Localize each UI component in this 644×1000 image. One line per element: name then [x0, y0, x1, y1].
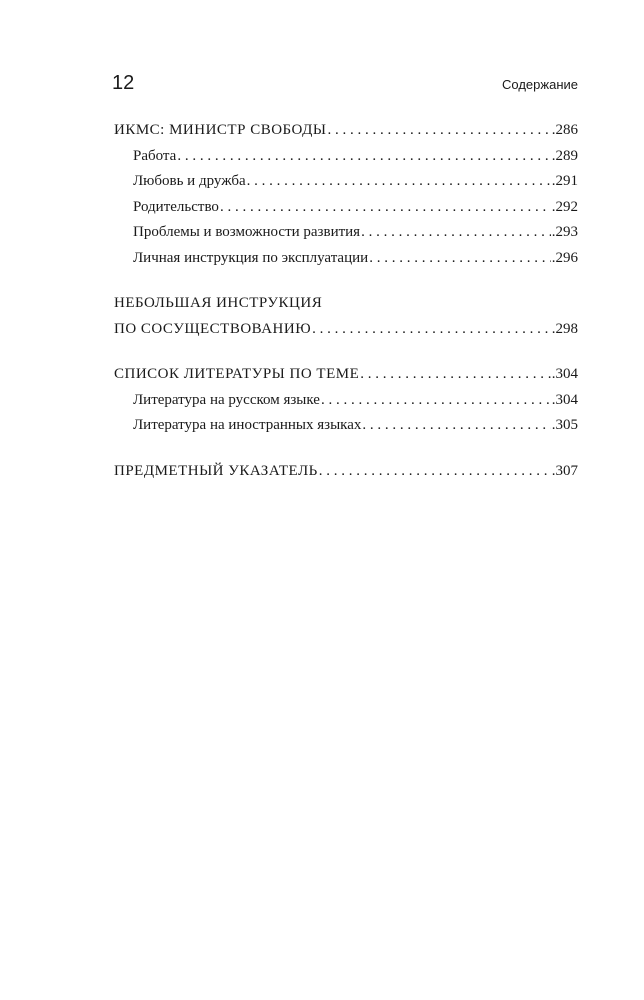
- toc-section-index[interactable]: [114, 459, 578, 485]
- spacer: [114, 271, 578, 291]
- leader-dots: [319, 459, 551, 485]
- leader-dots: [220, 195, 551, 221]
- table-of-contents: [114, 118, 578, 484]
- toc-item-title: Личная инструкция по эксплуатации: [133, 249, 369, 266]
- toc-item-title: Работа: [133, 147, 177, 164]
- toc-page-number: .293: [551, 224, 578, 240]
- toc-item-title: Любовь и дружба: [133, 173, 246, 189]
- toc-page-number: .291: [551, 173, 578, 189]
- toc-item[interactable]: [114, 195, 578, 221]
- leader-dots: [177, 144, 550, 170]
- toc-item-title: Родительство: [133, 198, 219, 215]
- leader-dots: [361, 220, 551, 246]
- toc-page-number: .298: [551, 320, 578, 337]
- running-head: Содержание: [502, 77, 578, 92]
- toc-item[interactable]: [114, 246, 578, 272]
- leader-dots: [312, 317, 551, 343]
- toc-page-number: .292: [551, 198, 578, 215]
- toc-section-ikms[interactable]: [114, 118, 578, 144]
- toc-section-coexistence[interactable]: [114, 291, 578, 342]
- toc-item[interactable]: [114, 388, 578, 414]
- toc-item-title: Литература на русском языке: [133, 391, 320, 408]
- toc-item[interactable]: [114, 220, 578, 246]
- toc-page-number: .307: [551, 462, 578, 479]
- toc-item[interactable]: [114, 169, 578, 195]
- toc-section-title-line1: НЕБОЛЬШАЯ ИНСТРУКЦИЯ: [114, 295, 323, 311]
- leader-dots: [321, 388, 551, 414]
- spacer: [114, 439, 578, 459]
- leader-dots: [247, 169, 551, 195]
- leader-dots: [362, 413, 550, 439]
- spacer: [114, 342, 578, 362]
- toc-page-number: .304: [551, 366, 578, 382]
- leader-dots: [327, 118, 550, 144]
- toc-section-title: ПРЕДМЕТНЫЙ УКАЗАТЕЛЬ: [114, 462, 318, 479]
- toc-section-title: ИКМС: МИНИСТР СВОБОДЫ: [114, 122, 327, 138]
- toc-section-title: СПИСОК ЛИТЕРАТУРЫ ПО ТЕМЕ: [114, 366, 360, 382]
- leader-dots: [360, 362, 551, 388]
- toc-item[interactable]: [114, 413, 578, 439]
- toc-page-number: .289: [551, 147, 578, 164]
- toc-page-number: .286: [551, 122, 578, 138]
- toc-page-number: .296: [551, 249, 578, 266]
- page-number: 12: [112, 72, 135, 94]
- toc-item[interactable]: [114, 144, 578, 170]
- toc-section-title-line2: ПО СОСУЩЕСТВОВАНИЮ: [114, 320, 312, 337]
- leader-dots: [369, 246, 551, 272]
- toc-page-number: .304: [551, 391, 578, 408]
- toc-item-title: Литература на иностранных языках: [133, 417, 362, 433]
- toc-page-number: .305: [551, 417, 578, 433]
- toc-item-title: Проблемы и возможности развития: [133, 224, 361, 240]
- toc-section-literature[interactable]: [114, 362, 578, 388]
